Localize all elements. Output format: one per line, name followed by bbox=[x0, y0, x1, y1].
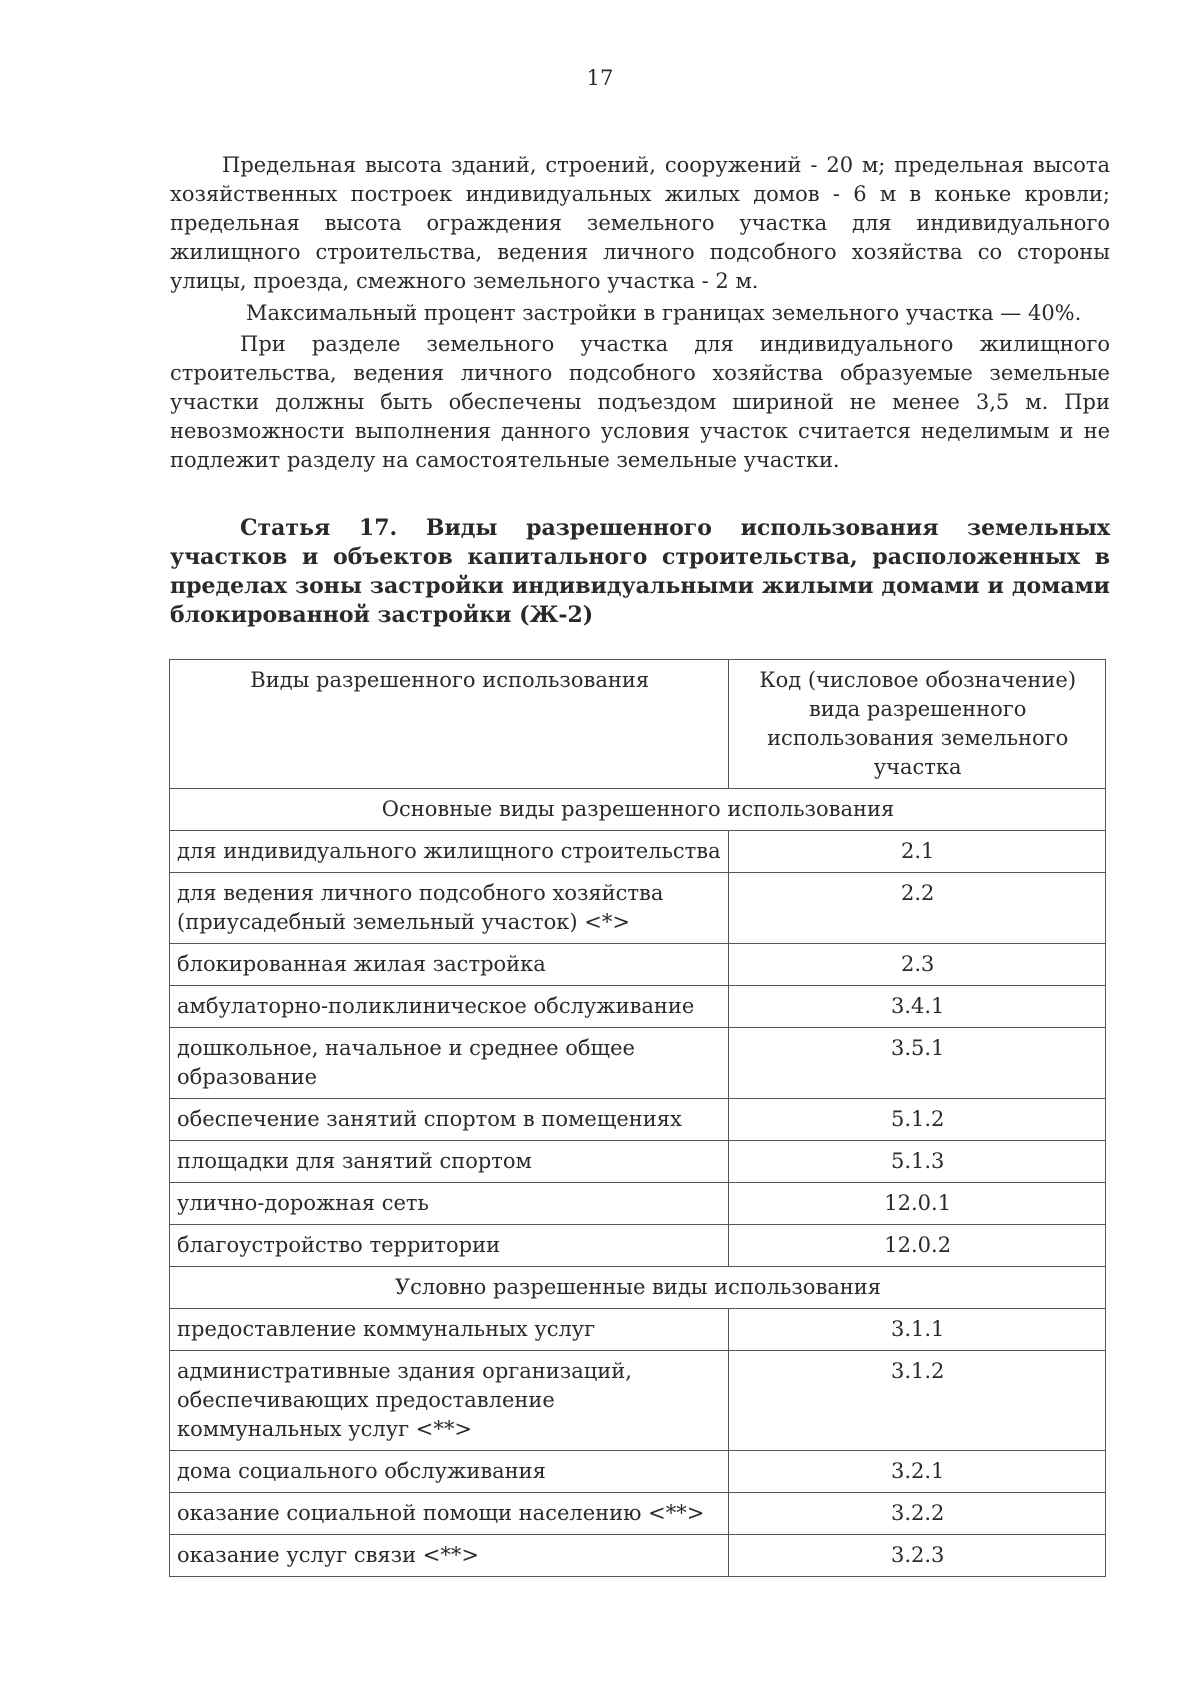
use-cell: блокированная жилая застройка bbox=[170, 944, 729, 986]
use-cell: амбулаторно-поликлиническое обслуживание bbox=[170, 986, 729, 1028]
table-row bbox=[170, 1309, 1106, 1351]
table-row bbox=[170, 1493, 1106, 1535]
table-row bbox=[170, 1535, 1106, 1577]
code-cell: 5.1.3 bbox=[729, 1141, 1106, 1183]
use-cell: улично-дорожная сеть bbox=[170, 1183, 729, 1225]
table-row bbox=[170, 873, 1106, 944]
code-cell: 3.4.1 bbox=[729, 986, 1106, 1028]
building-coverage-paragraph: Максимальный процент застройки в границах земельного участка — 40%. bbox=[246, 301, 1082, 325]
use-cell: дома социального обслуживания bbox=[170, 1451, 729, 1493]
code-cell: 12.0.1 bbox=[729, 1183, 1106, 1225]
section-row-conditional bbox=[170, 1267, 1106, 1309]
table-row bbox=[170, 1225, 1106, 1267]
code-cell: 3.1.1 bbox=[729, 1309, 1106, 1351]
use-cell: площадки для занятий спортом bbox=[170, 1141, 729, 1183]
section-row-main bbox=[170, 789, 1106, 831]
table-header-row bbox=[170, 660, 1106, 789]
section-title-main: Основные виды разрешенного использования bbox=[170, 789, 1106, 831]
code-cell: 3.2.1 bbox=[729, 1451, 1106, 1493]
height-limits-paragraph: Предельная высота зданий, строений, сооружений - 20 м; предельная высота хозяйственных построек индивидуальных жилых домов - 6 м в коньке кровли; предельная высота ограждения земельного участка для индивидуального жилищного строительства, ведения личного подсобного хозяйства со стороны улицы, проезда, смежного земельного участка - 2 м. bbox=[170, 153, 1110, 293]
header-use-types: Виды разрешенного использования bbox=[170, 660, 729, 789]
article-heading: Статья 17. Виды разрешенного использования земельных участков и объектов капитального строительства, расположенных в пределах зоны застройки индивидуальными жилыми домами и домами блокированной застройки (Ж-2) bbox=[170, 515, 1110, 628]
table-row bbox=[170, 1183, 1106, 1225]
use-cell: благоустройство территории bbox=[170, 1225, 729, 1267]
use-cell: дошкольное, начальное и среднее общее образование bbox=[170, 1028, 729, 1099]
header-code: Код (числовое обозначение) вида разрешенного использования земельного участка bbox=[729, 660, 1106, 789]
use-cell: оказание услуг связи <**> bbox=[170, 1535, 729, 1577]
table-row bbox=[170, 986, 1106, 1028]
code-cell: 2.3 bbox=[729, 944, 1106, 986]
code-cell: 12.0.2 bbox=[729, 1225, 1106, 1267]
use-cell: оказание социальной помощи населению <**> bbox=[170, 1493, 729, 1535]
table-row bbox=[170, 1028, 1106, 1099]
use-cell: для ведения личного подсобного хозяйства (приусадебный земельный участок) <*> bbox=[170, 873, 729, 944]
table-row bbox=[170, 1099, 1106, 1141]
use-cell: предоставление коммунальных услуг bbox=[170, 1309, 729, 1351]
use-cell: административные здания организаций, обеспечивающих предоставление коммунальных услуг <**> bbox=[170, 1351, 729, 1451]
table-row bbox=[170, 1451, 1106, 1493]
page-number: 17 bbox=[586, 66, 614, 90]
table-row bbox=[170, 831, 1106, 873]
code-cell: 2.1 bbox=[729, 831, 1106, 873]
table-row bbox=[170, 944, 1106, 986]
section-title-conditional: Условно разрешенные виды использования bbox=[170, 1267, 1106, 1309]
code-cell: 5.1.2 bbox=[729, 1099, 1106, 1141]
code-cell: 3.1.2 bbox=[729, 1351, 1106, 1451]
permitted-uses-table bbox=[169, 659, 1106, 1577]
plot-division-paragraph: При разделе земельного участка для индивидуального жилищного строительства, ведения личного подсобного хозяйства образуемые земельные участки должны быть обеспечены подъездом шириной не менее 3,5 м. При невозможности выполнения данного условия участок считается неделимым и не подлежит разделу на самостоятельные земельные участки. bbox=[170, 332, 1110, 472]
use-cell: обеспечение занятий спортом в помещениях bbox=[170, 1099, 729, 1141]
code-cell: 3.2.3 bbox=[729, 1535, 1106, 1577]
code-cell: 3.5.1 bbox=[729, 1028, 1106, 1099]
code-cell: 2.2 bbox=[729, 873, 1106, 944]
code-cell: 3.2.2 bbox=[729, 1493, 1106, 1535]
table-row bbox=[170, 1141, 1106, 1183]
table-row bbox=[170, 1351, 1106, 1451]
use-cell: для индивидуального жилищного строительства bbox=[170, 831, 729, 873]
